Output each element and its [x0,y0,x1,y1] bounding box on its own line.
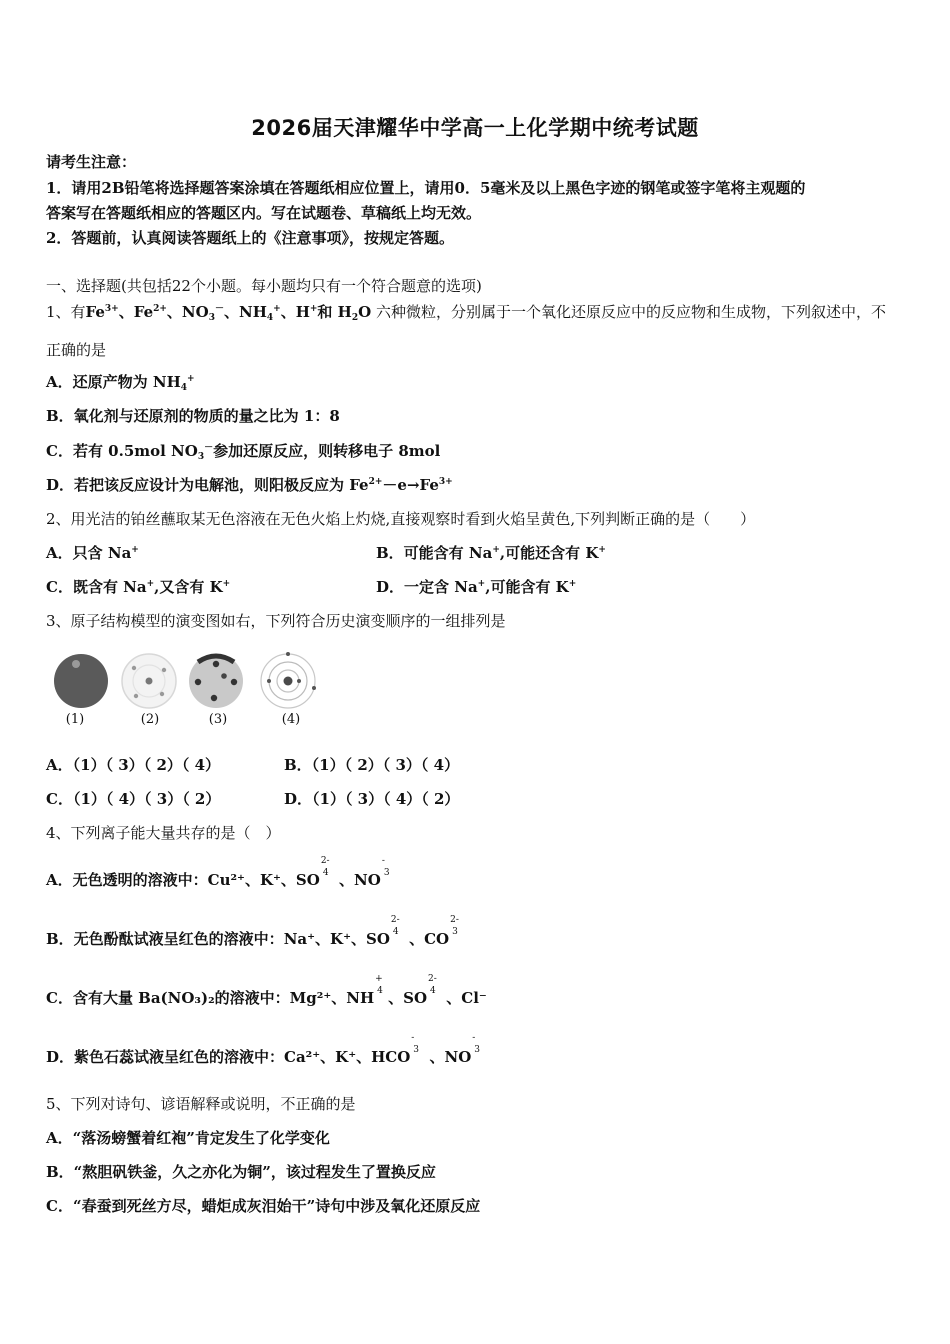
atom-label-4: (4) [281,712,301,727]
q1-option-b: B．氧化剂与还原剂的物质的量之比为 1：8 [46,407,340,425]
q2-option-a: A．只含 Na+ [46,544,139,562]
atom-model-2-icon [122,654,176,708]
q5-option-a: A．“落汤螃蟹着红袍”肯定发生了化学变化 [46,1129,330,1147]
q1-option-d: D．若把该反应设计为电解池，则阳极反应为 $Fe^{2+}-e\to Fe^{3+}$ [46,476,453,494]
question-4-stem: 4、下列离子能大量共存的是（ ） [46,824,281,842]
question-2-stem: 2、用光洁的铂丝蘸取某无色溶液在无色火焰上灼烧,直接观察时看到火焰呈黄色,下列判断正确的是（ ） [46,510,756,528]
q1-option-a: A．还原产物为 $NH_4^+$ [46,373,195,393]
atom-label-1: (1) [65,712,85,727]
q5-option-c: C．“春蚕到死丝方尽，蜡炬成灰泪始干”诗句中涉及氧化还原反应 [46,1197,481,1215]
exam-title: 2026届天津耀华中学高一上化学期中统考试题 [251,116,699,140]
q4-option-a: A．无色透明的溶液中：Cu²⁺、K⁺、SO 2- 4 、NO - 3 [46,856,390,889]
question-1-stem: 1、有$Fe^{3+}$、$Fe^{2+}$、$NO_3^-$、$NH_4^+$、H+和 $H_2O$ 六种微粒，分别属于一个氧化还原反应中的反应物和生成物，下列叙述中，不 [46,303,886,323]
atom-label-3: (3) [208,712,228,727]
notice-heading: 请考生注意： [46,153,137,171]
q3-option-c: C．（1）（ 4）（ 3）（ 2） [46,790,221,808]
atom-model-1-icon [54,654,108,708]
notice-line-2: 2．答题前，认真阅读答题纸上的《注意事项》，按规定答题。 [46,229,454,247]
q2-option-c: C．既含有 Na+,又含有 K+ [46,578,231,596]
section-heading: 一、选择题(共包括22个小题。每小题均只有一个符合题意的选项) [46,277,482,295]
q5-option-b: B．“熬胆矾铁釜，久之亦化为铜”，该过程发生了置换反应 [46,1163,436,1181]
question-5-stem: 5、下列对诗句、谚语解释或说明，不正确的是 [46,1095,356,1113]
atom-model-3-icon [189,654,243,708]
q4-option-b: B．无色酚酞试液呈红色的溶液中：Na⁺、K⁺、SO 2- 4 、CO 2- 3 [46,915,459,948]
q2-option-d: D．一定含 Na+,可能含有 K+ [376,578,577,596]
q1-option-c: C．若有 0.5mol $NO_3^-$参加还原反应，则转移电子 8mol [46,442,441,462]
atom-model-4-icon [261,652,316,708]
notice-line-1b: 答案写在答题纸相应的答题区内。写在试题卷、草稿纸上均无效。 [46,204,482,222]
q2-option-b: B．可能含有 Na+,可能还含有 K+ [376,544,606,562]
q3-option-a: A．（1）（ 3）（ 2）（ 4） [46,756,221,774]
q4-option-d: D．紫色石蕊试液呈红色的溶液中：Ca²⁺、K⁺、HCO - 3 、NO - 3 [46,1033,481,1066]
notice-line-1a: 1．请用2B铅笔将选择题答案涂填在答题纸相应位置上，请用0．5毫米及以上黑色字迹的钢笔或签字笔将主观题的 [46,179,806,197]
question-3-stem: 3、原子结构模型的演变图如右，下列符合历史演变顺序的一组排列是 [46,612,506,630]
atom-label-2: (2) [140,712,160,727]
q3-option-b: B．（1）（ 2）（ 3）（ 4） [284,756,460,774]
q3-option-d: D．（1）（ 3）（ 4）（ 2） [284,790,460,808]
q4-option-c: C．含有大量 Ba(NO₃)₂的溶液中：Mg²⁺、NH + 4 、SO 2- 4 、Cl⁻ [46,974,487,1007]
question-1-stem-cont: 正确的是 [46,341,107,359]
